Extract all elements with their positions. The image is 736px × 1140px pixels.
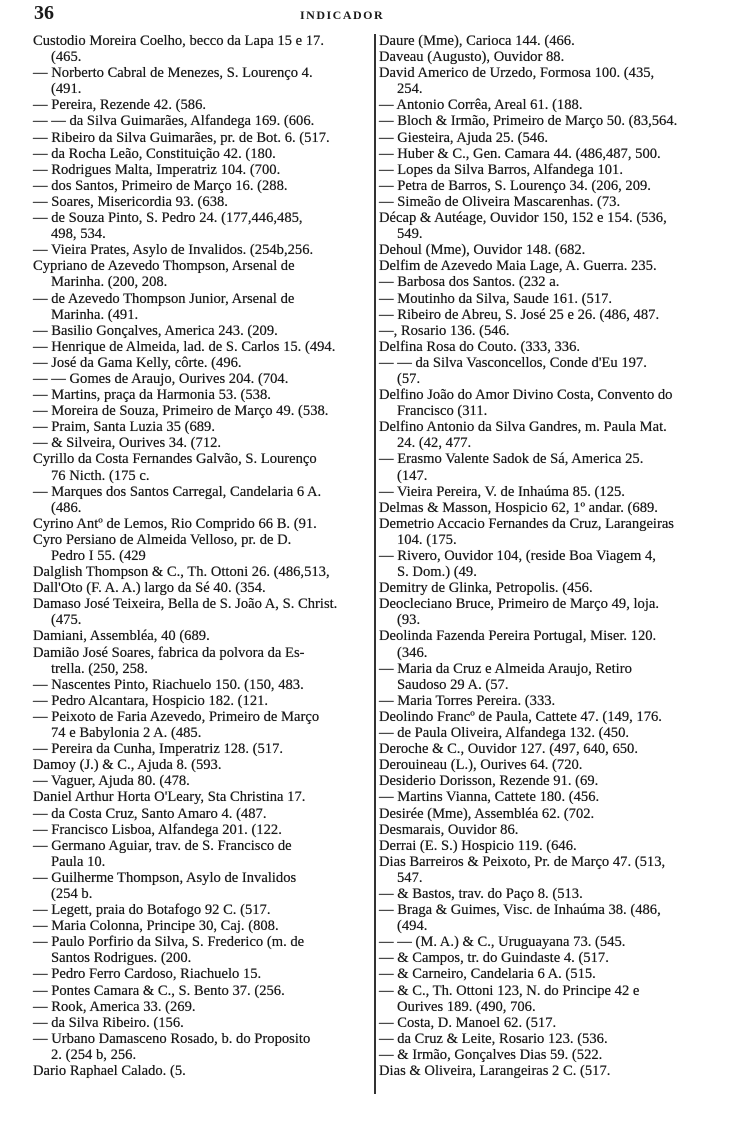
directory-entry [379, 1047, 729, 1063]
entry-line: — & Silveira, Ourives 34. (712. [33, 435, 222, 452]
entry-line: — Maria Torres Pereira. (333. [379, 692, 556, 709]
entry-continuation-line: 254. [397, 81, 423, 98]
entry-line: — Vieira Prates, Asylo de Invalidos. (254b,256. [33, 242, 314, 259]
directory-entry [33, 403, 373, 419]
entry-line: Dias Barreiros & Peixoto, Pr. de Março 47. (513, [379, 853, 666, 870]
entry-line: Delmas & Masson, Hospicio 62, 1º andar. (689. [379, 499, 658, 516]
entry-line: Daniel Arthur Horta O'Leary, Sta Christina 17. [33, 789, 306, 806]
entry-line: — Moutinho da Silva, Saude 161. (517. [379, 290, 613, 307]
entry-continuation-line: (346. [397, 644, 428, 661]
entry-line: — Maria Colonna, Principe 30, Caj. (808. [33, 918, 279, 935]
directory-entry [379, 33, 729, 49]
directory-entry [379, 49, 729, 65]
entry-line: —, Rosario 136. (546. [379, 322, 510, 339]
directory-entry [33, 258, 373, 290]
directory-entry [33, 999, 373, 1015]
directory-entry [33, 709, 373, 741]
directory-entry [33, 757, 373, 773]
directory-entry [33, 162, 373, 178]
entry-continuation-line: (491. [51, 81, 82, 98]
entry-line: Derouineau (L.), Ourives 64. (720. [379, 757, 583, 774]
directory-entry [379, 291, 729, 307]
directory-entry [379, 1031, 729, 1047]
entry-line: — Marques dos Santos Carregal, Candelaria 6 A. [33, 483, 322, 500]
directory-entry [379, 355, 729, 387]
entry-line: — & Bastos, trav. do Paço 8. (513. [379, 885, 583, 902]
entry-line: — Basilio Gonçalves, America 243. (209. [33, 322, 278, 339]
entry-line: — de Azevedo Thompson Junior, Arsenal de [33, 290, 295, 307]
entry-line: Dehoul (Mme), Ouvidor 148. (682. [379, 242, 586, 259]
directory-entry [33, 194, 373, 210]
entry-continuation-line: S. Dom.) (49. [397, 564, 477, 581]
directory-entry [33, 564, 373, 580]
page-number: 36 [34, 2, 54, 24]
directory-entry [379, 451, 729, 483]
entry-line: Desmarais, Ouvidor 86. [379, 821, 519, 838]
directory-entry [379, 838, 729, 854]
entry-continuation-line: (147. [397, 467, 428, 484]
entry-line: — Paulo Porfirio da Silva, S. Frederico (m. de [33, 934, 305, 951]
directory-entry [379, 178, 729, 194]
directory-entry [379, 854, 729, 886]
directory-entry [33, 419, 373, 435]
entry-line: — Pontes Camara & C., S. Bento 37. (256. [33, 982, 285, 999]
directory-entry [33, 983, 373, 999]
entry-line: — Ribeiro da Silva Guimarães, pr. de Bot. 6. (517. [33, 129, 330, 146]
entry-continuation-line: (494. [397, 918, 428, 935]
entry-line: Cypriano de Azevedo Thompson, Arsenal de [33, 258, 295, 275]
directory-entry [33, 789, 373, 805]
entry-line: Dall'Oto (F. A. A.) largo da Sé 40. (354. [33, 580, 266, 597]
entry-line: — de Paula Oliveira, Alfandega 132. (450. [379, 725, 630, 742]
entry-line: — — (M. A.) & C., Uruguayana 73. (545. [379, 934, 626, 951]
directory-entry [33, 693, 373, 709]
entry-continuation-line: 549. [397, 226, 423, 243]
directory-entry [379, 628, 729, 660]
directory-entry [379, 693, 729, 709]
directory-column-left [33, 33, 373, 1079]
entry-line: — Costa, D. Manoel 62. (517. [379, 1014, 557, 1031]
directory-entry [33, 741, 373, 757]
directory-entry [379, 210, 729, 242]
entry-line: — — da Silva Guimarães, Alfandega 169. (606. [33, 113, 315, 130]
directory-entry [33, 210, 373, 242]
directory-entry [379, 323, 729, 339]
entry-line: — José da Gama Kelly, côrte. (496. [33, 354, 242, 371]
entry-line: Dario Raphael Calado. (5. [33, 1063, 186, 1079]
entry-line: — Henrique de Almeida, lad. de S. Carlos 15. (494. [33, 338, 336, 355]
directory-entry [379, 709, 729, 725]
directory-entry [379, 741, 729, 757]
directory-entry [379, 661, 729, 693]
directory-entry [33, 178, 373, 194]
entry-line: — da Cruz & Leite, Rosario 123. (536. [379, 1030, 608, 1047]
entry-line: Delfino Antonio da Silva Gandres, m. Paula Mat. [379, 419, 667, 436]
entry-line: — Rodrigues Malta, Imperatriz 104. (700. [33, 161, 281, 178]
directory-entry [33, 242, 373, 258]
entry-line: — Norberto Cabral de Menezes, S. Lourenço 4. [33, 65, 313, 82]
entry-line: — Pereira, Rezende 42. (586. [33, 97, 207, 114]
entry-line: Deocleciano Bruce, Primeiro de Março 49, loja. [379, 596, 660, 613]
entry-line: — Martins Vianna, Cattete 180. (456. [379, 789, 600, 806]
directory-entry [33, 838, 373, 870]
directory-entry [379, 983, 729, 1015]
entry-line: — Praim, Santa Luzia 35 (689. [33, 419, 215, 436]
entry-continuation-line: 24. (42, 477. [397, 435, 472, 452]
directory-entry [33, 291, 373, 323]
directory-entry [33, 1015, 373, 1031]
entry-line: Delfino João do Amor Divino Costa, Convento do [379, 387, 673, 404]
entry-line: — & Campos, tr. do Guindaste 4. (517. [379, 950, 609, 967]
directory-entry [33, 645, 373, 677]
entry-line: Deroche & C., Ouvidor 127. (497, 640, 650. [379, 741, 639, 758]
entry-line: — Maria da Cruz e Almeida Araujo, Retiro [379, 660, 632, 677]
directory-entry [33, 1031, 373, 1063]
entry-line: Derrai (E. S.) Hospicio 119. (646. [379, 837, 577, 854]
entry-line: — & Irmão, Gonçalves Dias 59. (522. [379, 1046, 603, 1063]
entry-line: — Vieira Pereira, V. de Inhaúma 85. (125. [379, 483, 625, 500]
entry-line: — Rivero, Ouvidor 104, (reside Boa Viagem 4, [379, 548, 656, 564]
entry-line: — Huber & C., Gen. Camara 44. (486,487, 500. [379, 145, 661, 162]
entry-line: — & Carneiro, Candelaria 6 A. (515. [379, 966, 596, 983]
entry-line: — Pedro Ferro Cardoso, Riachuelo 15. [33, 966, 262, 983]
entry-line: Damoy (J.) & C., Ajuda 8. (593. [33, 757, 222, 774]
entry-line: — Lopes da Silva Barros, Alfandega 101. [379, 161, 623, 178]
entry-continuation-line: (57. [397, 370, 421, 387]
entry-continuation-line: Marinha. (491. [51, 306, 139, 323]
directory-entry [33, 806, 373, 822]
entry-line: — Simeão de Oliveira Mascarenhas. (73. [379, 193, 621, 210]
directory-entry [33, 339, 373, 355]
directory-entry [33, 97, 373, 113]
entry-continuation-line: 498, 534. [51, 226, 106, 243]
entry-line: Damaso José Teixeira, Bella de S. João A, S. Christ. [33, 596, 338, 613]
directory-entry [33, 580, 373, 596]
entry-line: Delfim de Azevedo Maia Lage, A. Guerra. 235. [379, 258, 657, 275]
entry-line: Deolinda Fazenda Pereira Portugal, Miser. 120. [379, 628, 657, 645]
directory-entry [379, 886, 729, 902]
entry-line: Décap & Autéage, Ouvidor 150, 152 e 154. (536, [379, 210, 667, 227]
entry-line: — Petra de Barros, S. Lourenço 34. (206, 209. [379, 177, 651, 194]
directory-entry [379, 596, 729, 628]
directory-entry [379, 130, 729, 146]
entry-continuation-line: (93. [397, 612, 421, 629]
entry-line: — da Rocha Leão, Constituição 42. (180. [33, 145, 276, 162]
entry-line: — Erasmo Valente Sadok de Sá, America 25. [379, 451, 644, 468]
directory-entry [379, 419, 729, 451]
entry-line: Dias & Oliveira, Larangeiras 2 C. (517. [379, 1063, 611, 1079]
entry-line: — Ribeiro de Abreu, S. José 25 e 26. (486, 487. [379, 306, 660, 323]
directory-entry [379, 242, 729, 258]
entry-line: — da Costa Cruz, Santo Amaro 4. (487. [33, 805, 267, 822]
entry-continuation-line: Saudoso 29 A. (57. [397, 676, 509, 693]
directory-entry [379, 146, 729, 162]
entry-line: Cyrillo da Costa Fernandes Galvão, S. Lourenço [33, 451, 317, 468]
directory-entry [379, 548, 729, 580]
entry-line: — Soares, Misericordia 93. (638. [33, 193, 228, 210]
directory-entry [379, 339, 729, 355]
entry-continuation-line: Marinha. (200, 208. [51, 274, 168, 291]
directory-entry [33, 628, 373, 644]
directory-entry [33, 870, 373, 902]
entry-line: — — da Silva Vasconcellos, Conde d'Eu 197. [379, 354, 647, 371]
entry-line: Daveau (Augusto), Ouvidor 88. [379, 49, 565, 66]
entry-continuation-line: Santos Rodrigues. (200. [51, 950, 192, 967]
entry-line: Demetrio Accacio Fernandes da Cruz, Larangeiras [379, 515, 674, 532]
directory-entry [33, 323, 373, 339]
directory-entry [33, 113, 373, 129]
entry-line: Cyrino Antº de Lemos, Rio Comprido 66 B. (91. [33, 515, 317, 532]
directory-entry [33, 902, 373, 918]
entry-continuation-line: (475. [51, 612, 82, 629]
directory-entry [379, 725, 729, 741]
entry-line: Cyro Persiano de Almeida Velloso, pr. de D. [33, 531, 292, 548]
entry-line: — Legett, praia do Botafogo 92 C. (517. [33, 902, 271, 919]
entry-continuation-line: Francisco (311. [397, 403, 488, 420]
entry-line: Deolindo Francº de Paula, Cattete 47. (149, 176. [379, 708, 662, 725]
entry-continuation-line: 76 Nicth. (175 c. [51, 467, 150, 484]
directory-entry [379, 902, 729, 934]
directory-entry [379, 966, 729, 982]
entry-line: Delfina Rosa do Couto. (333, 336. [379, 338, 581, 355]
directory-entry [33, 532, 373, 564]
entry-line: Daure (Mme), Carioca 144. (466. [379, 33, 575, 49]
entry-line: — Rook, America 33. (269. [33, 998, 196, 1015]
directory-entry [379, 516, 729, 548]
entry-continuation-line: 2. (254 b, 256. [51, 1046, 137, 1063]
directory-entry [379, 1063, 729, 1079]
directory-entry [379, 65, 729, 97]
directory-entry [379, 113, 729, 129]
entry-line: — Guilherme Thompson, Asylo de Invalidos [33, 869, 297, 886]
directory-entry [33, 822, 373, 838]
directory-entry [379, 822, 729, 838]
column-divider [374, 34, 376, 1094]
entry-line: — Pedro Alcantara, Hospicio 182. (121. [33, 692, 269, 709]
directory-entry [33, 451, 373, 483]
directory-entry [379, 387, 729, 419]
directory-entry [379, 757, 729, 773]
entry-line: — Giesteira, Ajuda 25. (546. [379, 129, 549, 146]
directory-entry [33, 387, 373, 403]
directory-entry [33, 33, 373, 65]
entry-continuation-line: Paula 10. [51, 853, 106, 870]
entry-line: — Francisco Lisboa, Alfandega 201. (122. [33, 821, 282, 838]
entry-line: — — Gomes de Araujo, Ourives 204. (704. [33, 370, 289, 387]
running-title: INDICADOR [300, 8, 385, 22]
directory-entry [379, 258, 729, 274]
entry-line: — de Souza Pinto, S. Pedro 24. (177,446,485, [33, 210, 303, 227]
entry-line: Dalglish Thompson & C., Th. Ottoni 26. (486,513, [33, 564, 330, 581]
directory-entry [379, 97, 729, 113]
directory-entry [33, 934, 373, 966]
directory-entry [33, 130, 373, 146]
entry-line: — Pereira da Cunha, Imperatriz 128. (517. [33, 741, 284, 758]
entry-line: Demitry de Glinka, Petropolis. (456. [379, 580, 593, 597]
entry-continuation-line: Pedro I 55. (429 [51, 548, 146, 564]
entry-line: — Barbosa dos Santos. (232 a. [379, 274, 560, 291]
directory-entry [33, 677, 373, 693]
directory-entry [379, 500, 729, 516]
directory-entry [33, 146, 373, 162]
directory-entry [379, 773, 729, 789]
directory-entry [379, 806, 729, 822]
directory-entry [379, 1015, 729, 1031]
directory-entry [379, 484, 729, 500]
directory-entry [379, 950, 729, 966]
directory-entry [379, 307, 729, 323]
directory-entry [33, 1063, 373, 1079]
directory-entry [379, 934, 729, 950]
entry-line: — Martins, praça da Harmonia 53. (538. [33, 387, 271, 404]
directory-entry [33, 516, 373, 532]
directory-entry [379, 274, 729, 290]
entry-continuation-line: 547. [397, 869, 423, 886]
entry-line: — Germano Aguiar, trav. de S. Francisco de [33, 837, 292, 854]
directory-entry [33, 371, 373, 387]
entry-line: — Nascentes Pinto, Riachuelo 150. (150, 483. [33, 676, 304, 693]
entry-line: — Moreira de Souza, Primeiro de Março 49. (538. [33, 403, 329, 420]
directory-entry [33, 484, 373, 516]
directory-entry [33, 966, 373, 982]
directory-entry [33, 65, 373, 97]
directory-entry [33, 596, 373, 628]
directory-entry [379, 789, 729, 805]
entry-continuation-line: (254 b. [51, 885, 93, 902]
entry-line: — Bloch & Irmão, Primeiro de Março 50. (83,564. [379, 113, 678, 130]
entry-line: — Vaguer, Ajuda 80. (478. [33, 773, 190, 790]
directory-entry [33, 435, 373, 451]
directory-entry [379, 162, 729, 178]
entry-line: Desiderio Dorisson, Rezende 91. (69. [379, 773, 599, 790]
entry-line: — Peixoto de Faria Azevedo, Primeiro de Março [33, 708, 320, 725]
directory-entry [33, 773, 373, 789]
directory-entry [33, 918, 373, 934]
entry-continuation-line: 74 e Babylonia 2 A. (485. [51, 725, 202, 742]
entry-continuation-line: (465. [51, 49, 82, 66]
directory-entry [33, 355, 373, 371]
directory-entry [379, 580, 729, 596]
directory-column-right [379, 33, 729, 1079]
entry-line: Custodio Moreira Coelho, becco da Lapa 15 e 17. [33, 33, 324, 49]
entry-line: — & C., Th. Ottoni 123, N. do Principe 42 e [379, 982, 640, 999]
entry-line: Damiani, Assembléa, 40 (689. [33, 628, 210, 645]
entry-line: — da Silva Ribeiro. (156. [33, 1014, 184, 1031]
entry-continuation-line: (486. [51, 499, 82, 516]
entry-continuation-line: 104. (175. [397, 531, 457, 548]
entry-continuation-line: trella. (250, 258. [51, 660, 148, 677]
directory-entry [379, 194, 729, 210]
entry-line: Damião José Soares, fabrica da polvora da Es- [33, 644, 305, 661]
entry-line: — Braga & Guimes, Visc. de Inhaúma 38. (486, [379, 902, 661, 919]
entry-line: David Americo de Urzedo, Formosa 100. (435, [379, 65, 655, 82]
entry-line: — dos Santos, Primeiro de Março 16. (288. [33, 177, 288, 194]
entry-continuation-line: Ourives 189. (490, 706. [397, 998, 536, 1015]
entry-line: — Antonio Corrêa, Areal 61. (188. [379, 97, 583, 114]
entry-line: Desirée (Mme), Assembléa 62. (702. [379, 805, 595, 822]
entry-line: — Urbano Damasceno Rosado, b. do Proposito [33, 1030, 311, 1047]
